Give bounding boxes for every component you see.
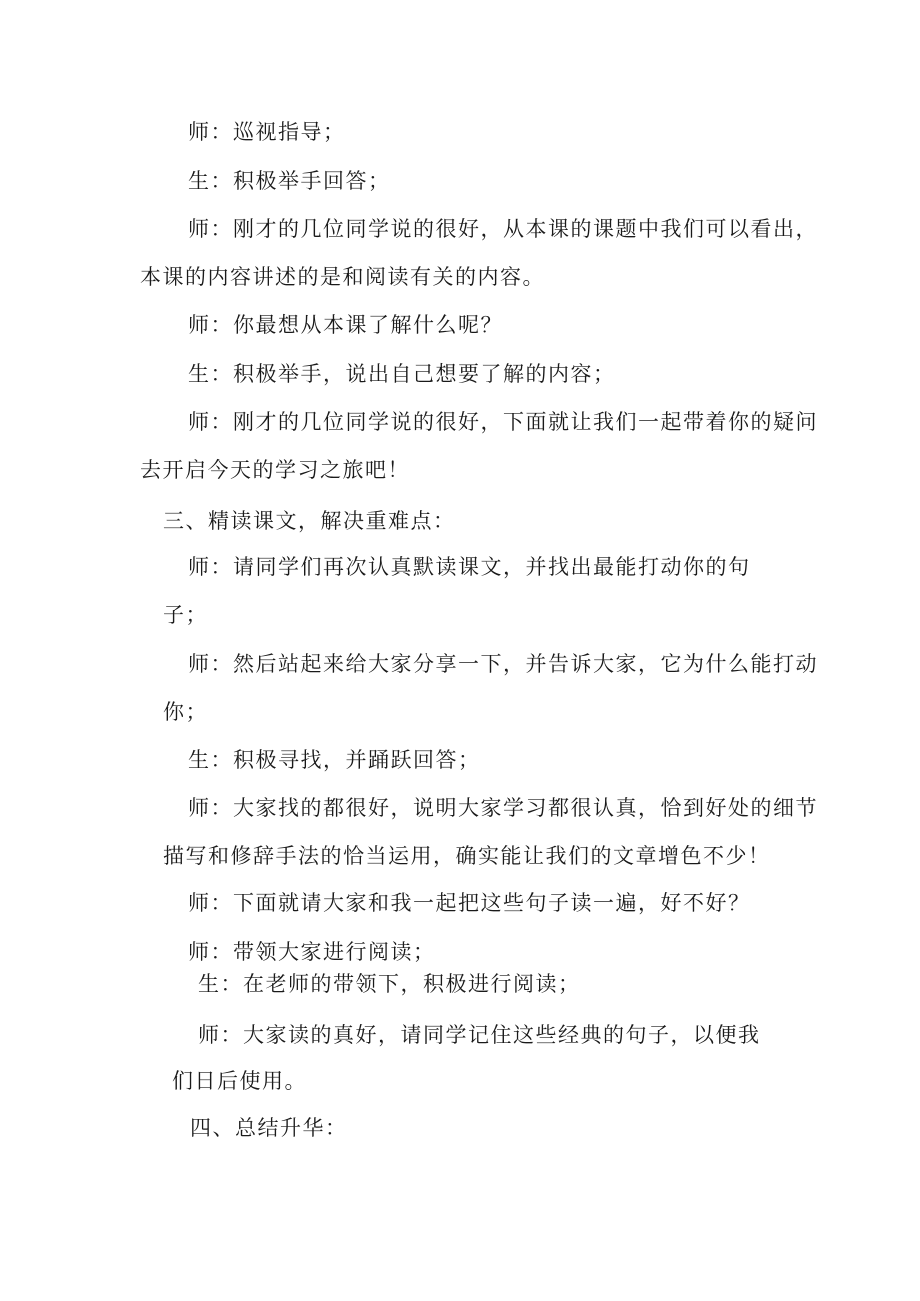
text-line: 生：在老师的带领下，积极进行阅读；: [198, 972, 581, 996]
text-line: 去开启今天的学习之旅吧！: [140, 458, 410, 482]
text-line: 师：下面就请大家和我一起把这些句子读一遍，好不好？: [188, 891, 751, 915]
text-line: 师：大家读的真好，请同学记住这些经典的句子，以便我: [198, 1023, 761, 1047]
section-heading: 四、总结升华：: [190, 1116, 348, 1140]
section-heading: 三、精读课文，解决重难点：: [163, 509, 456, 533]
text-line: 师：然后站起来给大家分享一下，并告诉大家，它为什么能打动: [188, 652, 818, 676]
text-line: 师：带领大家进行阅读；: [188, 940, 436, 964]
text-line: 师：大家找的都很好，说明大家学习都很认真，恰到好处的细节: [188, 796, 818, 820]
text-line: 生：积极举手，说出自己想要了解的内容；: [188, 362, 616, 386]
text-line: 生：积极举手回答；: [188, 169, 391, 193]
text-line: 们日后使用。: [172, 1069, 307, 1093]
text-line: 描写和修辞手法的恰当运用，确实能让我们的文章增色不少！: [163, 844, 771, 868]
text-line: 生：积极寻找，并踊跃回答；: [188, 748, 481, 772]
text-line: 师：你最想从本课了解什么呢？: [188, 313, 503, 337]
text-line: 师：请同学们再次认真默读课文，并找出最能打动你的句: [188, 555, 751, 579]
text-line: 本课的内容讲述的是和阅读有关的内容。: [140, 265, 545, 289]
text-line: 师：巡视指导；: [188, 120, 346, 144]
text-line: 你；: [163, 700, 208, 724]
text-line: 师：刚才的几位同学说的很好，从本课的课题中我们可以看出，: [188, 217, 818, 241]
text-line: 子；: [163, 603, 208, 627]
text-line: 师：刚才的几位同学说的很好，下面就让我们一起带着你的疑问: [188, 410, 818, 434]
